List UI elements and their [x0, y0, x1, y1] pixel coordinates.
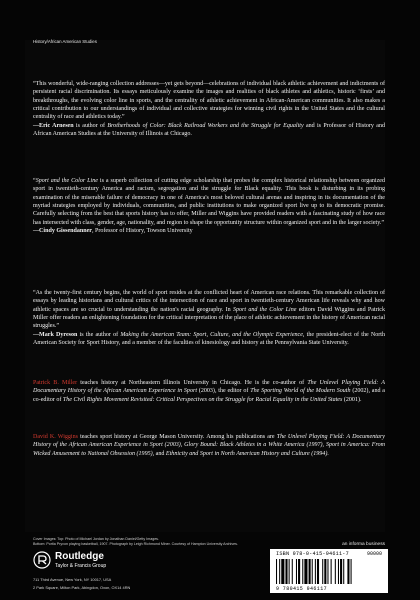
routledge-logo-icon	[33, 551, 51, 569]
publisher-tagline: an informa business	[342, 542, 385, 547]
review-arnesen: “This wonderful, wide-ranging collection addresses—yet gets beyond—celebrations of individual black athletic achievement and indictments of persistent racial discrimination. Its essays meticulously examine the images and realities of black athletes and athletics, historic ‘firsts’ and breakthroughs, the evolving color line in sports, and the centrality of athletic achievement in African-American communities. It also makes a critical contribution to our understandings of individual and collective strategies for winning civil rights in the United States and the cultural centrality of race and athletics today.” —Eric Arnesen is author of Brotherhoods of Color: Black Railroad Workers and the Struggle for Equality and is Professor of History and African American Studies at the University of Illinois at Chicago.	[33, 81, 385, 138]
routledge-logo	[33, 551, 173, 573]
author-name: Patrick B. Miller	[33, 380, 78, 386]
address-line: 711 Third Avenue, New York, NY 10017, USA	[33, 577, 112, 582]
price-code: 90000	[366, 551, 382, 557]
reviewer-name: —Mark Dyreson	[33, 331, 78, 338]
bio-wiggins: David K. Wiggins teaches sport history at George Mason University. Among his publications are The Unlevel Playing Field: A Documentary History of the African American Experience in Sport (2003), Glory Bound: Black Athletes in a White America (1997), Sport in America: From Wicked Amusement to National Obsession (1995), and Ethnicity and Sport in North American History and Culture (1994).	[33, 434, 385, 457]
barcode-digits: 9 780415 946117	[276, 586, 328, 592]
bio-miller: Patrick B. Miller teaches history at Northeastern Illinois University in Chicago. He is the co-author of The Unlevel Playing Field: A Documentary History of the African American Experience in Sport (2003), the editor of The Sporting World of the Modern South (2002), and a co-editor of The Civil Rights Movement Revisited: Critical Perspectives on the Struggle for Racial Equality in the United States (2001).	[33, 380, 386, 403]
publisher-group: Taylor & Francis Group	[55, 563, 107, 569]
book-title: Sport and the Color Line	[35, 178, 98, 184]
review-gissendanner: “Sport and the Color Line is a superb collection of cutting edge scholarship that probes the complex historical relationship between organized sport in twentieth-century America and racism, segregation and the struggle for Black equality. This book is disturbing in its probing examination of the miserable failure of democracy in one of America's most beloved cultural arenas and inspiring in its documentation of the myriad strategies employed by individuals, communities, and public institutions to make organized sport live up to its democratic promise. Carefully selecting from the best that sports history has to offer, Miller and Wiggins have provided readers with a fascinating study of how race has intersected with class, gender, age, nationality, and region to shape the opportunity structure within organized sport and in the larger society.” —Cindy Gissendanner, Professor of History, Towson University	[33, 178, 385, 235]
reviewer-book: Making the American Team: Sport, Culture, and the Olympic Experience	[120, 331, 303, 338]
barcode-bars-icon	[276, 559, 382, 584]
author-name: David K. Wiggins	[33, 434, 78, 440]
review-quote: “This wonderful, wide-ranging collection addresses—yet gets beyond—celebrations of individual black athletic achievement and indictments of persistent racial discrimination. Its essays meticulously examine the images and realities of black athletes and athletics, historic ‘firsts’ and breakthroughs, the evolving color line in sports, and the centrality of athletic achievement in African-American communities. It also makes a critical contribution to our understandings of individual and collective strategies for winning civil rights in the United States and the cultural centrality of race and athletics today.”	[33, 81, 385, 121]
category-label: History/African American Studies	[33, 39, 97, 44]
review-dyreson: “As the twenty-first century begins, the world of sport resides at the conflicted heart of American race relations. This remarkable collection of essays by leading historians and cultural critics of the intersection of race and sport in twentieth-century American life reveals why and how athletic spaces are so crucial to understanding the nation's racial geography. In Sport and the Color Line editors David Wiggins and Patrick Miller offer readers an enlightening foundation for the critical interpretation of the place of athletic achievement in the history of American racial struggles.” —Mark Dyreson is the author of Making the American Team: Sport, Culture, and the Olympic Experience, the president-elect of the North American Society for Sport History, and a member of the faculties of kinesiology and history at the Pennsylvania State University.	[33, 290, 385, 347]
address-line: 2 Park Square, Milton Park, Abingdon, Oxon, OX14 4RN	[33, 585, 131, 590]
publisher-name: Routledge	[55, 551, 104, 562]
cover-credits: Cover Images: Top: Photo of Michael Jordan by Jonathan Daniel/Getty Images. Bottom: Portia Pryvon playing basketball, 1907. Photograph by Leigh Richmond Miner. Courtesy of Hampton University Archives.	[33, 537, 238, 547]
review-quote: is a superb collection of cutting edge scholarship that probes the complex historical relationship between organized sport in twentieth-century America and racism, segregation and the struggle for Black equality. This book is disturbing in its probing examination of the miserable failure of democracy in one of America's most beloved cultural arenas and inspiring in its documentation of the myriad strategies employed by individuals, communities, and public institutions to make organized sport live up to its democratic promise. Carefully selecting from the best that sports history has to offer, Miller and Wiggins have provided readers with a fascinating study of how race has intersected with class, gender, age, nationality, and region to shape the opportunity structure within organized sport and in the larger society.”	[33, 178, 385, 226]
book-title: Sport and the Color Line	[232, 306, 297, 313]
isbn-number: ISBN 978-0-415-94611-7	[276, 551, 349, 557]
reviewer-name: —Eric Arnesen	[33, 122, 74, 129]
isbn-barcode	[270, 549, 388, 593]
reviewer-book: Brotherhoods of Color: Black Railroad Workers and the Struggle for Equality	[107, 122, 304, 129]
reviewer-name: —Cindy Gissendanner	[33, 228, 92, 235]
